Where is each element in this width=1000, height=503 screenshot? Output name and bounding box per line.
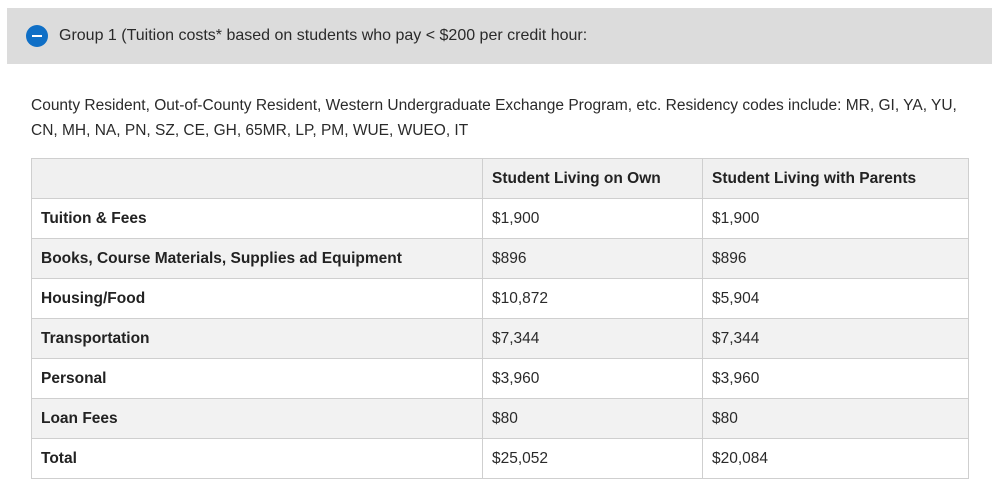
row-label: Loan Fees bbox=[32, 399, 483, 439]
row-label: Housing/Food bbox=[32, 279, 483, 319]
cell-with-parents: $80 bbox=[703, 399, 969, 439]
cell-on-own: $1,900 bbox=[483, 199, 703, 239]
cell-on-own: $7,344 bbox=[483, 319, 703, 359]
cell-with-parents: $7,344 bbox=[703, 319, 969, 359]
cell-with-parents: $1,900 bbox=[703, 199, 969, 239]
cell-with-parents: $20,084 bbox=[703, 439, 969, 479]
row-label: Transportation bbox=[32, 319, 483, 359]
column-header-living-on-own: Student Living on Own bbox=[483, 159, 703, 199]
cell-with-parents: $896 bbox=[703, 239, 969, 279]
table-row bbox=[32, 439, 969, 479]
cell-with-parents: $3,960 bbox=[703, 359, 969, 399]
cell-on-own: $3,960 bbox=[483, 359, 703, 399]
table-row bbox=[32, 199, 969, 239]
row-label: Personal bbox=[32, 359, 483, 399]
minus-circle-icon[interactable] bbox=[26, 25, 48, 47]
table-row bbox=[32, 319, 969, 359]
cost-table bbox=[31, 158, 969, 479]
cell-with-parents: $5,904 bbox=[703, 279, 969, 319]
column-header-blank bbox=[32, 159, 483, 199]
accordion-header-group-1[interactable] bbox=[7, 8, 992, 64]
table-row bbox=[32, 279, 969, 319]
residency-description: County Resident, Out-of-County Resident, Western Undergraduate Exchange Program, etc. Residency codes include: MR, GI, YA, YU, CN, MH, NA, PN, SZ, CE, GH, 65MR, LP, PM, WUE, WUEO, IT bbox=[31, 97, 957, 139]
table-row bbox=[32, 359, 969, 399]
column-header-living-with-parents: Student Living with Parents bbox=[703, 159, 969, 199]
row-label: Books, Course Materials, Supplies ad Equipment bbox=[32, 239, 483, 279]
cell-on-own: $10,872 bbox=[483, 279, 703, 319]
cell-on-own: $896 bbox=[483, 239, 703, 279]
table-row bbox=[32, 399, 969, 439]
cell-on-own: $25,052 bbox=[483, 439, 703, 479]
table-row bbox=[32, 239, 969, 279]
row-label: Total bbox=[32, 439, 483, 479]
cell-on-own: $80 bbox=[483, 399, 703, 439]
accordion-title: Group 1 (Tuition costs* based on students who pay < $200 per credit hour: bbox=[59, 27, 588, 44]
table-header-row bbox=[32, 159, 969, 199]
row-label: Tuition & Fees bbox=[32, 199, 483, 239]
